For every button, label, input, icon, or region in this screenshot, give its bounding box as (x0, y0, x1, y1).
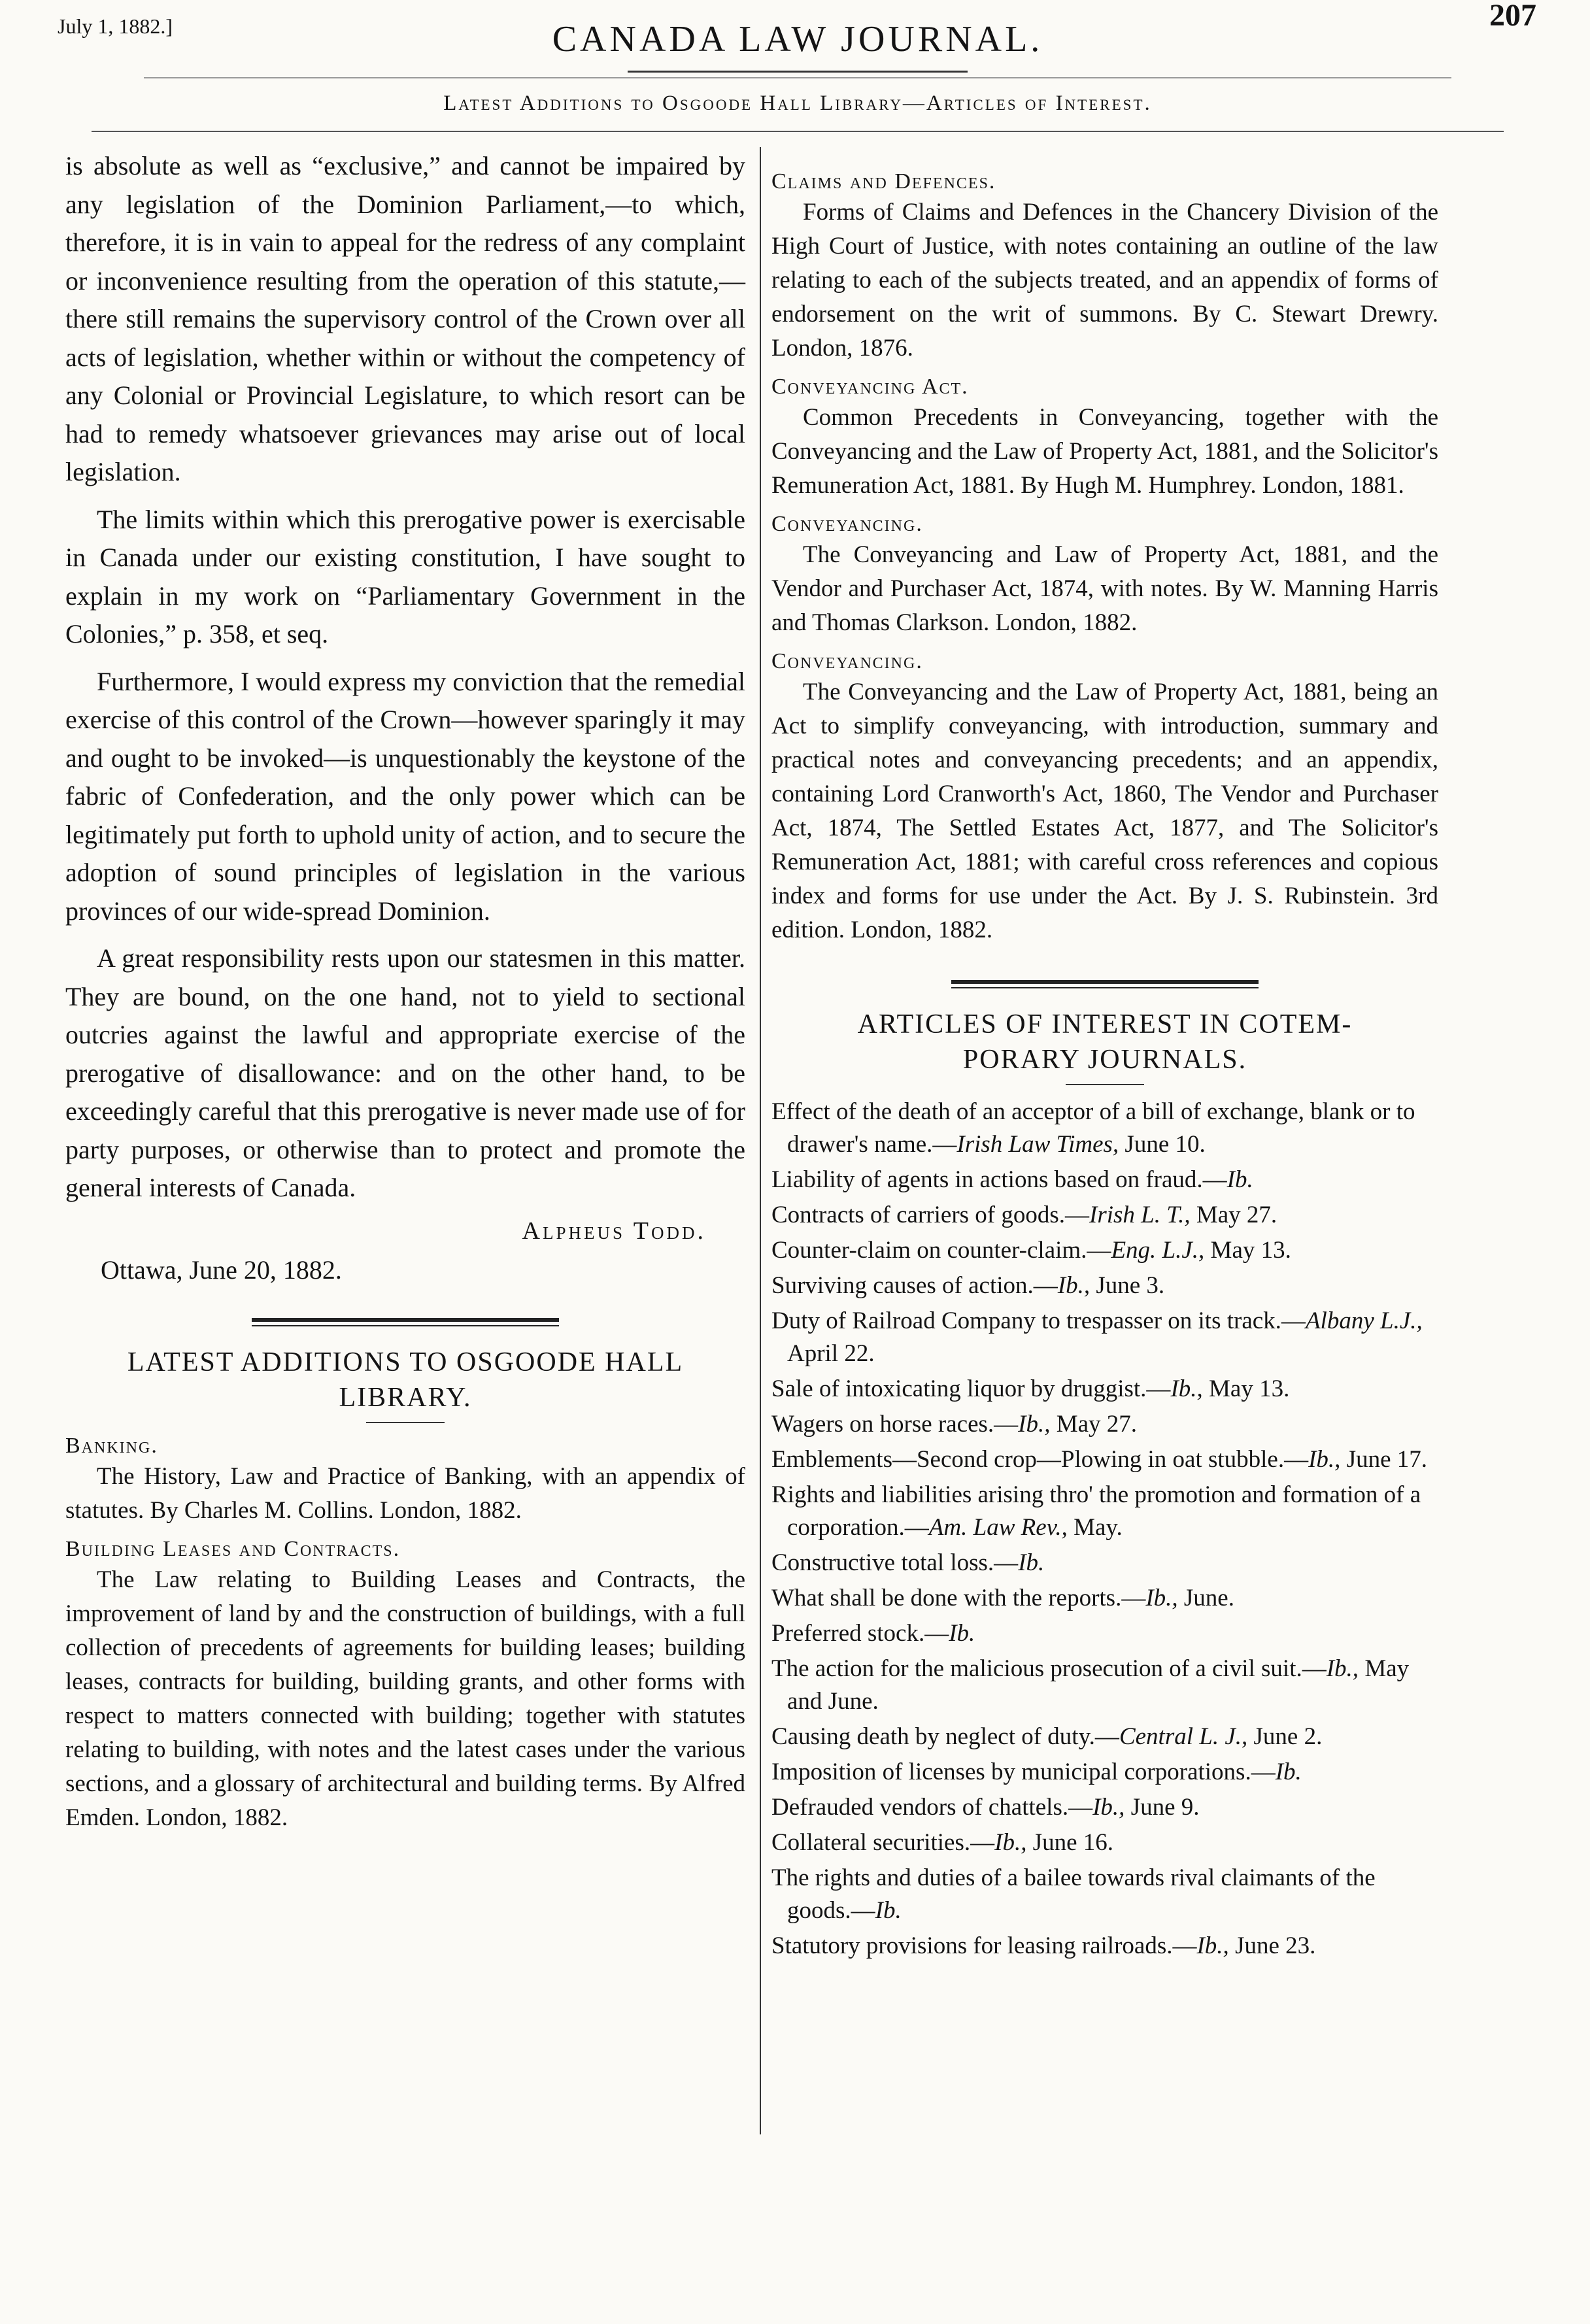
article-source: Albany L.J., (1305, 1307, 1423, 1334)
article-source: Ib., (1018, 1411, 1051, 1438)
article-title: Statutory provisions for leasing railroads.— (771, 1932, 1197, 1959)
article-date: May 13. (1204, 1237, 1291, 1264)
page-header (39, 0, 1556, 157)
article-date: June 9. (1125, 1794, 1200, 1821)
article-date: May. (1067, 1514, 1123, 1541)
article-list-item (771, 1930, 1438, 1962)
article-list-item (771, 1164, 1438, 1196)
article-title: Effect of the death of an acceptor of a bill of exchange, blank or to drawer's name.— (771, 1098, 1415, 1158)
article-list-item (771, 1862, 1438, 1927)
article-title: Duty of Railroad Company to trespasser on its track.— (771, 1307, 1306, 1334)
article-list-item (771, 1199, 1438, 1232)
article-list-item (771, 1305, 1438, 1370)
article-source: Ib. (949, 1620, 975, 1647)
articles-section-title (771, 1007, 1438, 1077)
article-title: Rights and liabilities arising thro' the promotion and formation of a corporation.— (771, 1481, 1421, 1541)
article-title: Wagers on horse races.— (771, 1411, 1019, 1438)
article-title: Sale of intoxicating liquor by druggist.— (771, 1375, 1171, 1402)
article-date: May and June. (787, 1655, 1410, 1715)
article-date: June. (1177, 1585, 1234, 1611)
article-paragraph: is absolute as well as “exclusive,” and cannot be impaired by any legislation of the Dominion Parliament,—to which, therefore, it is in vain to appeal for the redress of any complaint or inconvenience resulting from the operation of this statute,—there still remains the supervisory control of the Crown over all acts of legislation, whether within or without the competency of any Colonial or Provincial Legislature, to which resort can be had to remedy whatsoever grievances may arise out of local legislation. (65, 151, 745, 486)
article-date: May 27. (1050, 1411, 1138, 1438)
article-title: What shall be done with the reports.— (771, 1585, 1146, 1611)
articles-title-line: ARTICLES OF INTEREST IN COTEM- (857, 1009, 1353, 1039)
article-list-item (771, 1234, 1438, 1267)
article-source: Ib., (1057, 1272, 1091, 1299)
article-date: April 22. (787, 1340, 875, 1367)
article-title: Preferred stock.— (771, 1620, 949, 1647)
page-number: 207 (1489, 0, 1536, 33)
article-title: Defrauded vendors of chattels.— (771, 1794, 1093, 1821)
article-date: June 23. (1228, 1932, 1316, 1959)
article-list-item (771, 1408, 1438, 1441)
running-head: Latest Additions to Osgoode Hall Library—Articles of Interest. (443, 92, 1152, 115)
article-source: Ib., (1170, 1375, 1203, 1402)
header-rule-bottom (92, 131, 1504, 132)
article-title: Constructive total loss.— (771, 1549, 1019, 1576)
library-entry-heading: Claims and Defences. (771, 169, 996, 194)
title-rule (366, 1422, 445, 1423)
article-date: May 27. (1190, 1202, 1277, 1228)
article-date: June 2. (1247, 1723, 1323, 1750)
article-source: Ib., (1196, 1932, 1229, 1959)
article-title: The action for the malicious prosecution of a civil suit.— (771, 1655, 1327, 1682)
article-title: Contracts of carriers of goods.— (771, 1202, 1090, 1228)
article-title: Causing death by neglect of duty.— (771, 1723, 1119, 1750)
article-paragraph: Furthermore, I would express my conviction that the remedial exercise of this control of the Crown—however sparingly it may and ought to be invoked—is unquestionably the keystone of the fabric of Confederation, and the only power which can be legitimately put forth to uphold unity of action, and to secure the adoption of sound principles of legislation in the various provinces of our wide-spread Dominion. (65, 666, 745, 926)
article-title: Surviving causes of action.— (771, 1272, 1058, 1299)
library-entry-text: The Conveyancing and the Law of Property Act, 1881, being an Act to simplify conveyancing, with introduction, summary and practical notes and conveyancing precedents; and an appendix, containing Lord Cranworth's Act, 1860, The Vendor and Purchaser Act, 1874, The Settled Estates Act, 1877, and The Solicitor's Remuneration Act, 1881; with careful cross references and copious index and forms for use under the Act. By J. S. Rubinstein. 3rd edition. London, 1882. (771, 679, 1438, 943)
library-entry-heading: Conveyancing Act. (771, 375, 969, 399)
article-source: Ib. (1226, 1166, 1253, 1193)
library-section-title: LATEST ADDITIONS TO OSGOODE HALL LIBRARY. (127, 1347, 684, 1413)
article-list-item (771, 1373, 1438, 1406)
article-list-item (771, 1479, 1438, 1544)
article-date: June 16. (1026, 1829, 1114, 1856)
article-source: Ib., (1308, 1446, 1341, 1473)
article-title: The rights and duties of a bailee towards rival claimants of the goods.— (771, 1864, 1376, 1924)
article-title: Emblements—Second crop—Plowing in oat stubble.— (771, 1446, 1309, 1473)
section-divider (252, 1318, 559, 1326)
article-list-item (771, 1270, 1438, 1302)
article-source: Central L. J., (1119, 1723, 1248, 1750)
article-list-item (771, 1827, 1438, 1859)
article-source: Ib., (1326, 1655, 1359, 1682)
article-list-item (771, 1547, 1438, 1579)
library-entry-text: The Law relating to Building Leases and Contracts, the improvement of land by and the construction of buildings, with a full collection of precedents of agreements for building leases; building leases, contracts for building, building grants, and other forms with respect to matters connected with building; together with statutes relating to building, with notes and the latest cases under the various sections, and a glossary of architectural and building terms. By Alfred Emden. London, 1882. (65, 1566, 745, 1831)
library-entry-text: The Conveyancing and Law of Property Act, 1881, and the Vendor and Purchaser Act, 1874, with notes. By W. Manning Harris and Thomas Clarkson. London, 1882. (771, 541, 1438, 636)
article-source: Ib., (1092, 1794, 1125, 1821)
article-source: Am. Law Rev., (928, 1514, 1068, 1541)
article-list-item (771, 1617, 1438, 1650)
articles-list (771, 1096, 1438, 1962)
article-title: Counter-claim on counter-claim.— (771, 1237, 1111, 1264)
article-source: Ib., (994, 1829, 1027, 1856)
library-entry-heading: Conveyancing. (771, 649, 923, 673)
article-title: Liability of agents in actions based on fraud.— (771, 1166, 1227, 1193)
article-list-item (771, 1582, 1438, 1615)
article-source: Irish Law Times, (956, 1131, 1119, 1158)
article-title: Imposition of licenses by municipal corporations.— (771, 1759, 1276, 1785)
article-paragraph: A great responsibility rests upon our statesmen in this matter. They are bound, on the one hand, not to yield to sectional outcries against the lawful and appropriate exercise of the prerogative of disallowance: and on the other hand, to be exceedingly careful that this prerogative is never made use of for party purposes, or otherwise than to protect and promote the general interests of Canada. (65, 943, 745, 1202)
article-list-item (771, 1791, 1438, 1824)
library-entry-text: The History, Law and Practice of Banking, with an appendix of statutes. By Charles M. Collins. London, 1882. (65, 1462, 745, 1524)
header-rule-short (628, 71, 968, 73)
library-entry-text: Forms of Claims and Defences in the Chancery Division of the High Court of Justice, with notes containing an outline of the law relating to each of the subjects treated, and an appendix of forms of endorsement on the writ of summons. By C. Stewart Drewry. London, 1876. (771, 199, 1438, 362)
article-source: Eng. L.J., (1111, 1237, 1205, 1264)
articles-title-line: PORARY JOURNALS. (962, 1045, 1247, 1075)
library-entry-text: Common Precedents in Conveyancing, together with the Conveyancing and the Law of Property Act, 1881, and the Solicitor's Remuneration Act, 1881. By Hugh M. Humphrey. London, 1881. (771, 404, 1438, 499)
article-list-item (771, 1653, 1438, 1718)
article-date: June 10. (1119, 1131, 1206, 1158)
article-list-item (771, 1096, 1438, 1161)
issue-date: July 1, 1882.] (58, 14, 173, 38)
section-divider (951, 980, 1259, 988)
article-paragraph: The limits within which this prerogative power is exercisable in Canada under our existing constitution, I have sought to explain in my work on “Parliamentary Government in the Colonies,” p. 358, et seq. (65, 504, 745, 648)
article-date: June 3. (1090, 1272, 1165, 1299)
article-list-item (771, 1443, 1438, 1476)
signature-place-date: Ottawa, June 20, 1882. (101, 1255, 342, 1285)
right-column (771, 147, 1438, 1965)
article-source: Ib. (875, 1897, 902, 1924)
title-rule (1066, 1084, 1144, 1085)
article-list-item (771, 1721, 1438, 1753)
library-entry-heading: Conveyancing. (771, 512, 923, 536)
article-source: Ib. (1275, 1759, 1302, 1785)
header-rule (144, 77, 1451, 78)
article-source: Irish L. T., (1089, 1202, 1191, 1228)
article-date: June 17. (1340, 1446, 1428, 1473)
article-title: Collateral securities.— (771, 1829, 995, 1856)
article-list-item (771, 1756, 1438, 1789)
journal-title: CANADA LAW JOURNAL. (552, 19, 1043, 59)
author-signature: Alpheus Todd. (522, 1217, 706, 1245)
column-divider (760, 147, 761, 2134)
library-entry-heading: Building Leases and Contracts. (65, 1536, 401, 1561)
library-entry-heading: Banking. (65, 1433, 158, 1458)
article-source: Ib. (1018, 1549, 1045, 1576)
left-column (65, 147, 745, 1844)
article-date: May 13. (1202, 1375, 1290, 1402)
article-source: Ib., (1145, 1585, 1178, 1611)
